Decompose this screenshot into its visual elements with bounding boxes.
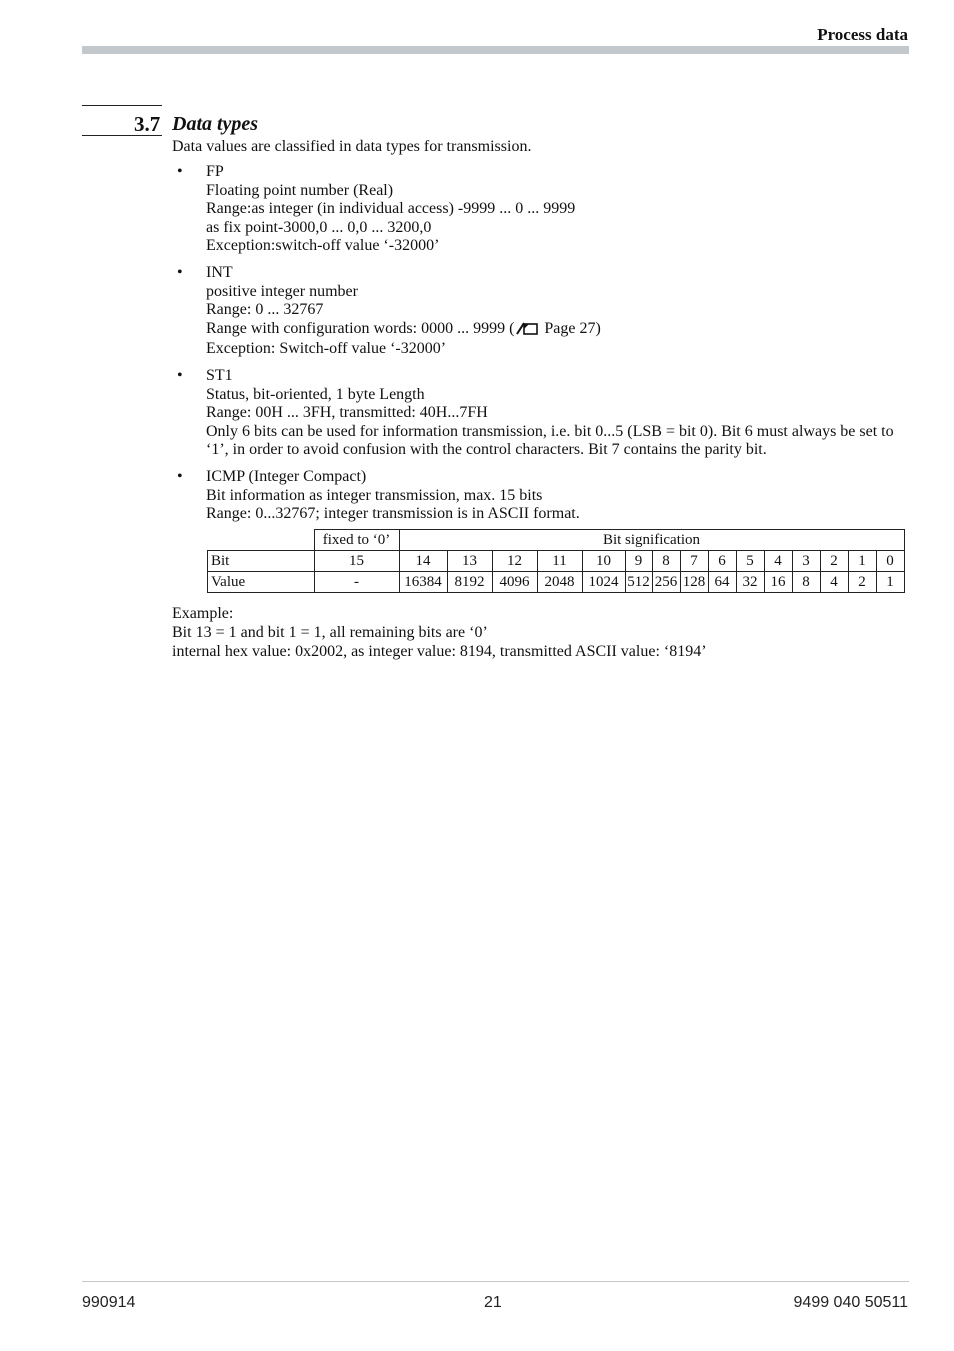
list-item-int [172,264,902,359]
example-label: Example: [172,605,234,622]
table-corner [208,530,315,551]
value-cell: 16 [764,572,792,593]
bit-cell: 9 [625,551,652,572]
item-line: Status, bit-oriented, 1 byte Length [206,385,425,403]
table-row-value [208,572,905,593]
section-intro: Data values are classified in data types for transmission. [172,138,532,155]
page-reference-icon[interactable] [516,322,538,341]
bit-cell: 0 [876,551,904,572]
row-label-bit: Bit [208,551,315,572]
bit-cell: 4 [764,551,792,572]
page-header-title: Process data [817,25,908,44]
footer-rule [82,1281,909,1282]
example-line: internal hex value: 0x2002, as integer value: 8194, transmitted ASCII value: ‘8194’ [172,643,707,660]
item-line: Range: 0...32767; integer transmission is in ASCII format. [206,505,580,523]
value-cell: 64 [708,572,736,593]
bit-cell: 7 [680,551,708,572]
item-line: INT [206,263,233,281]
section-rule-top [82,105,162,106]
bit-cell: 8 [652,551,680,572]
item-line: Range: 0 ... 32767 [206,301,324,319]
bit-table [207,529,905,593]
section-number: 3.7 [134,112,161,136]
bit-cell: 12 [492,551,537,572]
footer-document-number: 9499 040 50511 [793,1294,908,1311]
value-cell: - [314,572,399,593]
header-bar [82,46,909,54]
section-title: Data types [172,113,259,135]
item-line-reference [206,320,902,341]
item-line: Exception: Switch-off value ‘-32000’ [206,340,447,358]
value-cell: 8 [792,572,820,593]
example-block [172,604,707,661]
bit-cell: 13 [447,551,492,572]
list-item-fp [172,163,902,256]
item-line: as fix point-3000,0 ... 0,0 ... 3200,0 [206,218,432,236]
item-line: Range:as integer (in individual access) -9999 ... 0 ... 9999 [206,200,576,218]
item-line: Exception:switch-off value ‘-32000’ [206,237,440,255]
value-cell: 8192 [447,572,492,593]
table-header-row [208,530,905,551]
value-cell: 1024 [582,572,625,593]
footer-page-number: 21 [484,1294,502,1311]
value-cell: 2 [848,572,876,593]
item-paragraph: Only 6 bits can be used for information transmission, i.e. bit 0...5 (LSB = bit 0). Bit 6 must always be set to ‘1’, in order to avoid confusion with the control characters. Bit 7 contains the parity bit. [206,422,894,459]
value-cell: 2048 [537,572,582,593]
item-line: positive integer number [206,282,358,300]
item-line: Floating point number (Real) [206,181,394,199]
list-item-st1 [172,367,902,460]
value-cell: 512 [625,572,652,593]
bit-cell: 2 [820,551,848,572]
item-line: FP [206,163,224,180]
footer-date-code: 990914 [82,1294,136,1311]
ref-prefix: Range with configuration words: 0000 ... 9999 ( [206,319,515,337]
bit-cell: 10 [582,551,625,572]
table-row-bit [208,551,905,572]
item-line: ST1 [206,366,233,384]
bit-cell: 3 [792,551,820,572]
list-item-icmp [172,468,902,524]
value-cell: 32 [736,572,764,593]
value-cell: 256 [652,572,680,593]
bullet-icon: • [177,366,183,384]
bullet-icon: • [177,163,183,180]
value-cell: 128 [680,572,708,593]
value-cell: 1 [876,572,904,593]
value-cell: 4 [820,572,848,593]
bit-cell: 14 [399,551,447,572]
value-cell: 4096 [492,572,537,593]
table-header-fixed: fixed to ‘0’ [314,530,399,551]
ref-suffix: Page 27) [540,319,601,337]
bit-cell: 5 [736,551,764,572]
bit-cell: 1 [848,551,876,572]
bit-cell: 15 [314,551,399,572]
table-header-signification: Bit signification [399,530,904,551]
example-line: Bit 13 = 1 and bit 1 = 1, all remaining bits are ‘0’ [172,624,488,641]
value-cell: 16384 [399,572,447,593]
item-line: ICMP (Integer Compact) [206,467,367,485]
data-type-list [172,163,902,532]
bit-cell: 11 [537,551,582,572]
row-label-value: Value [208,572,315,593]
item-line: Bit information as integer transmission, max. 15 bits [206,486,543,504]
item-line: Range: 00H ... 3FH, transmitted: 40H...7FH [206,404,488,422]
bit-cell: 6 [708,551,736,572]
bullet-icon: • [177,467,183,485]
bullet-icon: • [177,263,183,281]
